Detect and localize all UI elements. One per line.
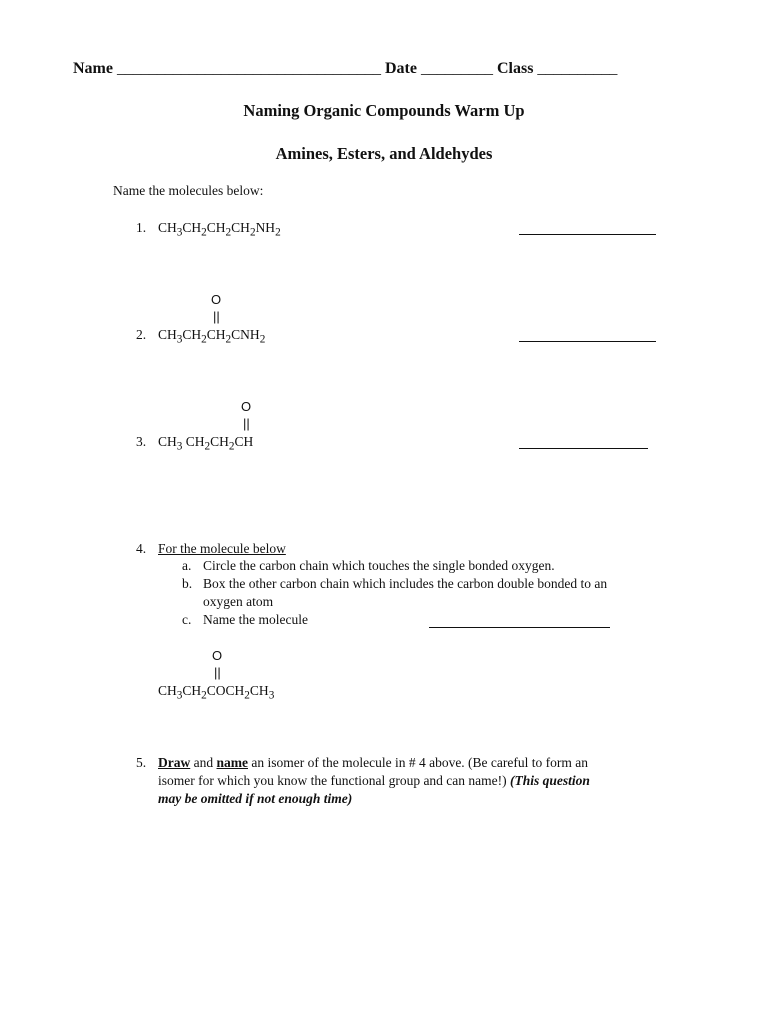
date-label: Date xyxy=(384,60,417,77)
class-blank[interactable]: __________ xyxy=(537,60,618,77)
q4-number: 4. xyxy=(136,541,147,556)
q3-formula: $CH_3$ $CH_2CH_2CH$ xyxy=(158,434,254,453)
page-title: Naming Organic Compounds Warm Up xyxy=(243,101,525,120)
q5-draw: Draw xyxy=(158,755,191,770)
q2-number: 2. xyxy=(136,327,147,342)
q2-formula: $CH_3CH_2CH_2CNH_2$ xyxy=(158,327,266,346)
q3-double-bond: || xyxy=(243,416,250,431)
q4-double-bond: || xyxy=(214,665,221,680)
q5-note-part2: may be omitted if not enough time) xyxy=(158,791,353,806)
q4b-letter: b. xyxy=(182,576,193,591)
page-subtitle: Amines, Esters, and Aldehydes xyxy=(275,144,493,163)
q1-formula: $CH_3CH_2CH_2CH_2NH_2$ xyxy=(158,220,281,239)
instructions: Name the molecules below: xyxy=(113,183,264,198)
q5-name: name xyxy=(216,755,248,770)
q4a-letter: a. xyxy=(182,558,192,573)
q5-note-part1: (This question xyxy=(510,773,590,788)
q4c-letter: c. xyxy=(182,612,192,627)
q5-line2: isomer for which you know the functional group and can name!) (This question xyxy=(158,773,590,788)
q4a-text: Circle the carbon chain which touches the single bonded oxygen. xyxy=(203,558,555,573)
q2-answer-line[interactable] xyxy=(519,341,656,342)
q5-number: 5. xyxy=(136,755,147,770)
name-blank[interactable]: _________________________________ xyxy=(116,60,381,77)
q4-oxygen: O xyxy=(212,648,223,663)
q3-number: 3. xyxy=(136,434,147,449)
date-blank[interactable]: _________ xyxy=(420,60,493,77)
header-row xyxy=(73,60,617,78)
q3-answer-line[interactable] xyxy=(519,448,648,449)
q4-formula: $CH_3CH_2COCH_2CH_3$ xyxy=(158,683,275,702)
name-label: Name xyxy=(73,60,113,77)
q3-oxygen: O xyxy=(241,399,252,414)
q1-answer-line[interactable] xyxy=(519,234,656,235)
q1-number: 1. xyxy=(136,220,147,235)
q4b-text-line2: oxygen atom xyxy=(203,594,274,609)
q4-answer-line[interactable] xyxy=(429,627,610,628)
q4c-text: Name the molecule xyxy=(203,612,308,627)
q4-heading: For the molecule below xyxy=(158,541,286,556)
q2-double-bond: || xyxy=(213,309,220,324)
q2-oxygen: O xyxy=(211,292,222,307)
class-label: Class xyxy=(496,60,534,77)
q4b-text-line1: Box the other carbon chain which includes the carbon double bonded to an xyxy=(203,576,608,591)
q5-line1: Draw and name an isomer of the molecule in # 4 above. (Be careful to form an xyxy=(158,755,589,770)
